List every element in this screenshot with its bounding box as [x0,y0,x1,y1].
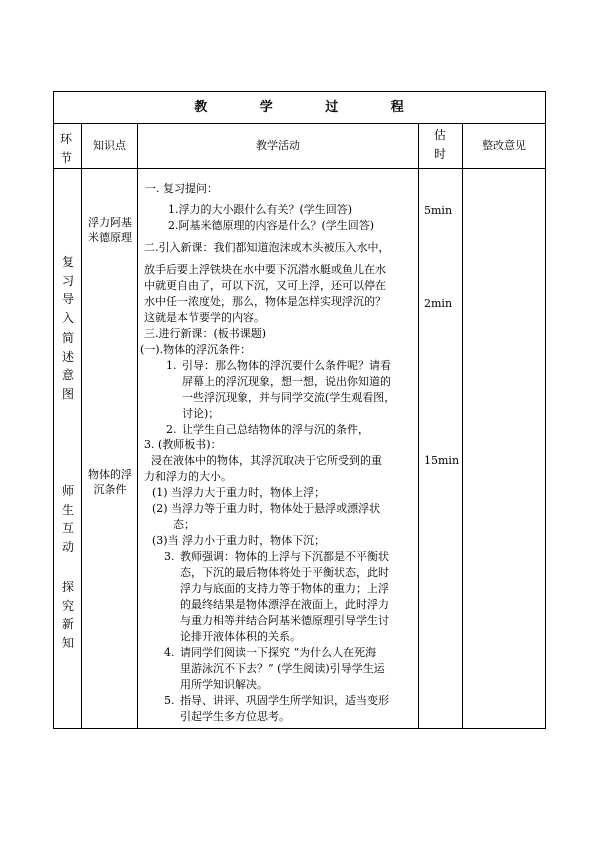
new-lesson-heading: 三.进行新课：(板书课题) [144,327,267,340]
title-row-border [53,123,546,124]
col-divider-1 [81,123,82,729]
intro-line-5: 这就是本节要学的内容。 [144,311,265,324]
item-1-line-3: 一些浮沉现象，并与同学交流(学生观看图， [182,391,396,404]
intro-line-2: 放手后要上浮铁块在水中要下沉潜水艇或鱼儿在水 [144,263,386,276]
item-1-line-4: 讨论)； [182,407,220,420]
knowledge-point-float-sink: 物体的浮沉条件 [88,468,132,496]
condition-2-line-1: (2) 当浮力等于重力时，物体处于悬浮或漂浮状 [152,502,381,515]
header-activity: 教学活动 [256,139,300,152]
review-question-1: 1.浮力的大小跟什么有关？(学生回答) [168,203,353,216]
table-left-border [53,91,54,729]
section-review-intro: 复习导入 [61,255,74,325]
item-1-number: 1. [166,359,177,372]
guidance-line-1: 指导、讲评、巩固学生所学知识，适当变形 [180,694,389,707]
review-question-2: 2.阿基米德原理的内容是什么？(学生回答) [168,219,375,232]
teacher-emphasis-line-4: 的最终结果是物体漂浮在液面上，此时浮力 [180,598,389,611]
col-divider-4 [462,123,463,729]
board-line-1: 浸在液体中的物体，其浮沉取决于它所受到的重 [151,454,382,467]
item-2-number: 2. [166,423,177,436]
item-3-number: 3. [164,550,175,563]
teacher-emphasis-line-5: 与重力相等并结合阿基米德原理引导学生讨 [180,614,389,627]
time-intro: 2min [424,297,453,310]
table-right-border [545,91,546,729]
intro-line-4: 水中任一浓度处，那么，物体是怎样实现浮沉的？ [144,295,386,308]
time-new-lesson: 15min [424,454,460,467]
board-line-2: 力和浮力的大小。 [144,470,232,483]
item-5-number: 5. [164,694,175,707]
col-divider-3 [418,123,419,729]
col-divider-2 [137,123,138,729]
teacher-emphasis-line-6: 论排开液体体积的关系。 [180,630,301,643]
header-knowledge: 知识点 [93,139,126,152]
header-link: 环节 [59,132,72,165]
knowledge-point-buoyancy: 浮力阿基米德原理 [88,216,132,244]
condition-1: (1) 当浮力大于重力时，物体上浮； [152,486,326,499]
table-title: 教 学 过 程 [194,100,428,115]
teacher-emphasis-line-3: 浮力与底面的支持力等于物体的重力；上浮 [180,582,389,595]
item-1-line-2: 屏幕上的浮沉现象，想一想，说出你知道的 [182,375,391,388]
float-condition-heading: (一).物体的浮沉条件： [140,343,252,356]
intro-line-1: 二.引入新课：我们都知道泡沫或木头被压入水中， [144,241,390,254]
reading-line-2: 里游泳沉不下去？” (学生阅读)引导学生运 [180,662,385,675]
reading-line-1: 请同学们阅读一下探究 “为什么人在死海 [180,646,377,659]
condition-2-line-2: 态； [173,518,195,531]
review-heading: 一. 复习提问： [145,182,218,195]
item-3-heading: 3. (教师板书)： [144,438,222,451]
header-time: 估时 [433,128,446,161]
header-row-border [53,168,546,169]
reading-line-3: 用所学知识解决。 [180,678,268,691]
teacher-emphasis-line-1: 教师强调：物体的上浮与下沉都是不平衡状 [180,550,389,563]
item-1-line-1: 引导：那么物体的浮沉要什么条件呢？请看 [182,359,391,372]
section-interaction: 师生互动 [61,484,74,554]
condition-3: (3)当 浮力小于重力时，物体下沉； [152,534,326,547]
teacher-emphasis-line-2: 态，下沉的最后物体将处于平衡状态，此时 [180,566,389,579]
section-brief-intent: 简述意图 [61,331,74,401]
section-explore: 探究新知 [61,580,74,650]
time-review: 5min [424,204,453,217]
item-4-number: 4. [164,646,175,659]
table-bottom-border [53,728,546,729]
table-top-border [53,91,546,92]
item-2-line-1: 让学生自己总结物体的浮与沉的条件， [182,423,369,436]
header-revision: 整改意见 [482,139,526,152]
guidance-line-2: 引起学生多方位思考。 [180,710,290,723]
intro-line-3: 中就更自由了，可以下沉，又可上浮，还可以停在 [144,279,386,292]
